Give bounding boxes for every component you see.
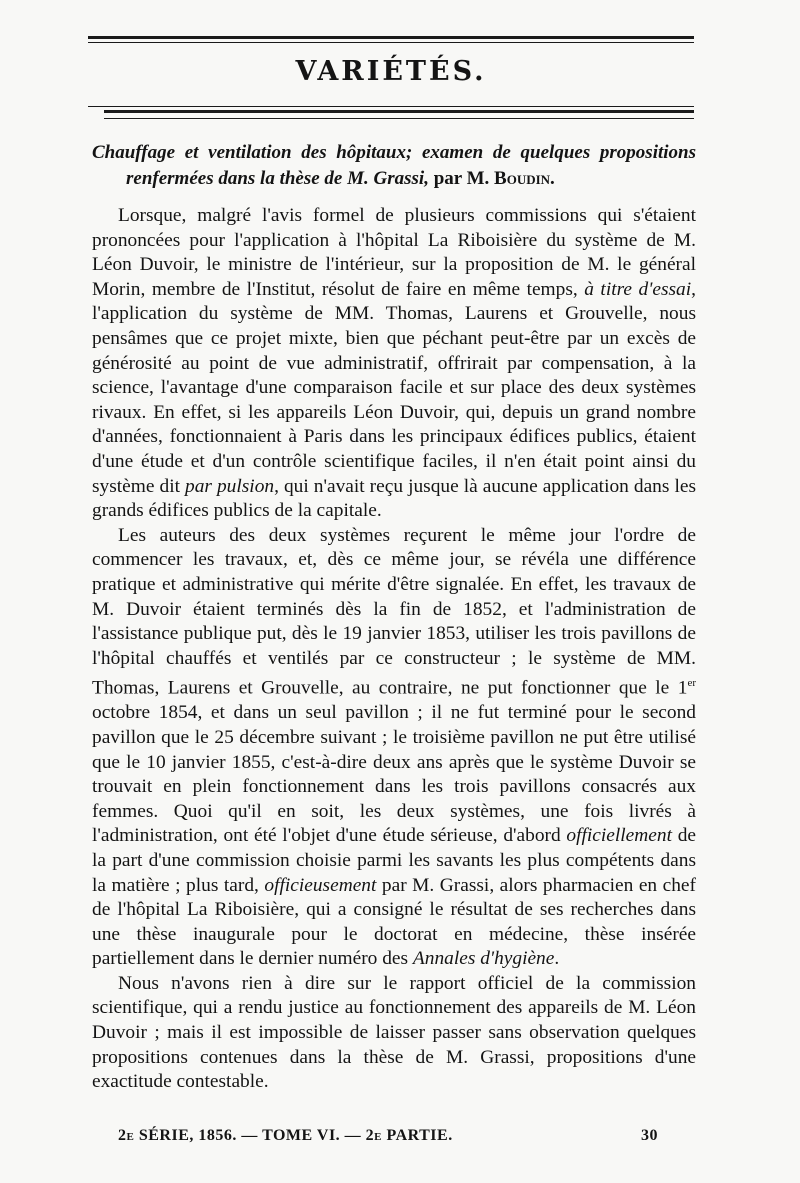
title-rule-thin-lower <box>104 118 694 119</box>
title-rule-thin <box>88 106 694 107</box>
section-title: VARIÉTÉS. <box>295 56 487 87</box>
text-run: , l'application du système de MM. Thomas, Laurens et Grouvelle, nous pensâmes que ce projet mixte, bien que péchant peut-être par un excès de générosité au point de vue administratif, offrirait par compensation, à la science, l'avantage d'une comparaison facile et sur place des deux systèmes rivaux. En effet, si les appareils Léon Duvoir, qui, depuis un grand nombre d'années, fonctionnaient à Paris dans les principaux édifices publics, étaient d'une étude et d'un contrôle scientifique faciles, il n'en était point ainsi du système dit <box>92 278 696 497</box>
article-heading <box>92 140 696 192</box>
top-rule-thin <box>88 42 694 43</box>
footer-series-info: 2e SÉRIE, 1856. — TOME VI. — 2e PARTIE. <box>118 1127 453 1144</box>
article-heading-line1: Chauffage et ventilation des hôpitaux; examen de quelques propositions <box>92 142 696 163</box>
article-heading-by: par M. <box>428 168 495 189</box>
text-run: de la part d'une commission choisie parmi les savants les plus compétents dans la matière ; plus tard, <box>92 825 696 896</box>
article-body <box>92 204 696 1095</box>
text-run: octobre 1854, et dans un seul pavillon ; il ne fut terminé pour le second pavillon que le 25 décembre suivant ; le troisième pavillon ne put être utilisé que le 10 janvier 1855, c'est-à-dire deux ans après que le système Duvoir se trouvait en plein fonctionnement dans les trois pavillons consacrés aux femmes. Quoi qu'il en soit, les deux systèmes, une fois livrés à l'administration, ont été l'objet d'une étude sérieuse, d'abord <box>92 702 696 847</box>
text-run: , qui n'avait reçu jusque là aucune application dans les grands édifices publics de la capitale. <box>92 475 696 522</box>
article-heading-line2-text: renfermées dans la thèse de M. Grassi, <box>126 168 429 189</box>
top-rule-thick <box>88 36 694 39</box>
italic-phrase: à titre d'essai <box>584 278 692 300</box>
paragraph-1 <box>92 204 696 524</box>
superscript: er <box>687 677 696 690</box>
paragraph-2 <box>92 524 696 972</box>
text-run: Nous n'avons rien à dire sur le rapport officiel de la commission scientifique, qui a rendu justice au fonctionnement des appareils de M. Léon Duvoir ; mais il est impossible de laisser passer sans observation quelques propositions contenues dans la thèse de M. Grassi, propositions d'une exactitude contestable. <box>92 972 696 1093</box>
text-run: par M. Grassi, alors pharmacien en chef de l'hôpital La Riboisière, qui a consigné le résultat de ses recherches dans une thèse inaugurale pour le doctorat en médecine, thèse insérée partiellement dans le dernier numéro des <box>92 874 696 970</box>
article-heading-line2 <box>92 166 696 192</box>
title-rule-thick <box>104 110 694 113</box>
article-author: Boudin. <box>494 168 555 189</box>
italic-phrase: Annales d'hygiène <box>412 948 555 970</box>
italic-phrase: officieusement <box>264 874 377 896</box>
page-number: 30 <box>641 1127 658 1144</box>
page-footer <box>118 1127 658 1145</box>
text-run: Lorsque, malgré l'avis formel de plusieurs commissions qui s'étaient prononcées pour l'application à l'hôpital La Riboisière du système de M. Léon Duvoir, le ministre de l'intérieur, sur la proposition de M. le général Morin, membre de l'Institut, résolut de faire en même temps, <box>92 205 696 300</box>
italic-phrase: officiellement <box>566 825 672 847</box>
text-run: Les auteurs des deux systèmes reçurent le même jour l'ordre de commencer les travaux, et, dès ce même jour, se révéla une différence pratique et administrative qui mérite d'être signalée. En effet, les travaux de M. Duvoir étaient terminés dès la fin de 1852, et l'administration de l'assistance publique put, dès le 19 janvier 1853, utiliser les trois pavillons de l'hôpital chauffés et ventilés par ce constructeur ; le système de MM. Thomas, Laurens et Grouvelle, au contraire, ne put fonctionner que le 1 <box>92 524 696 699</box>
text-run: . <box>554 948 560 970</box>
italic-phrase: par pulsion <box>185 475 275 497</box>
paragraph-3 <box>92 972 696 1095</box>
